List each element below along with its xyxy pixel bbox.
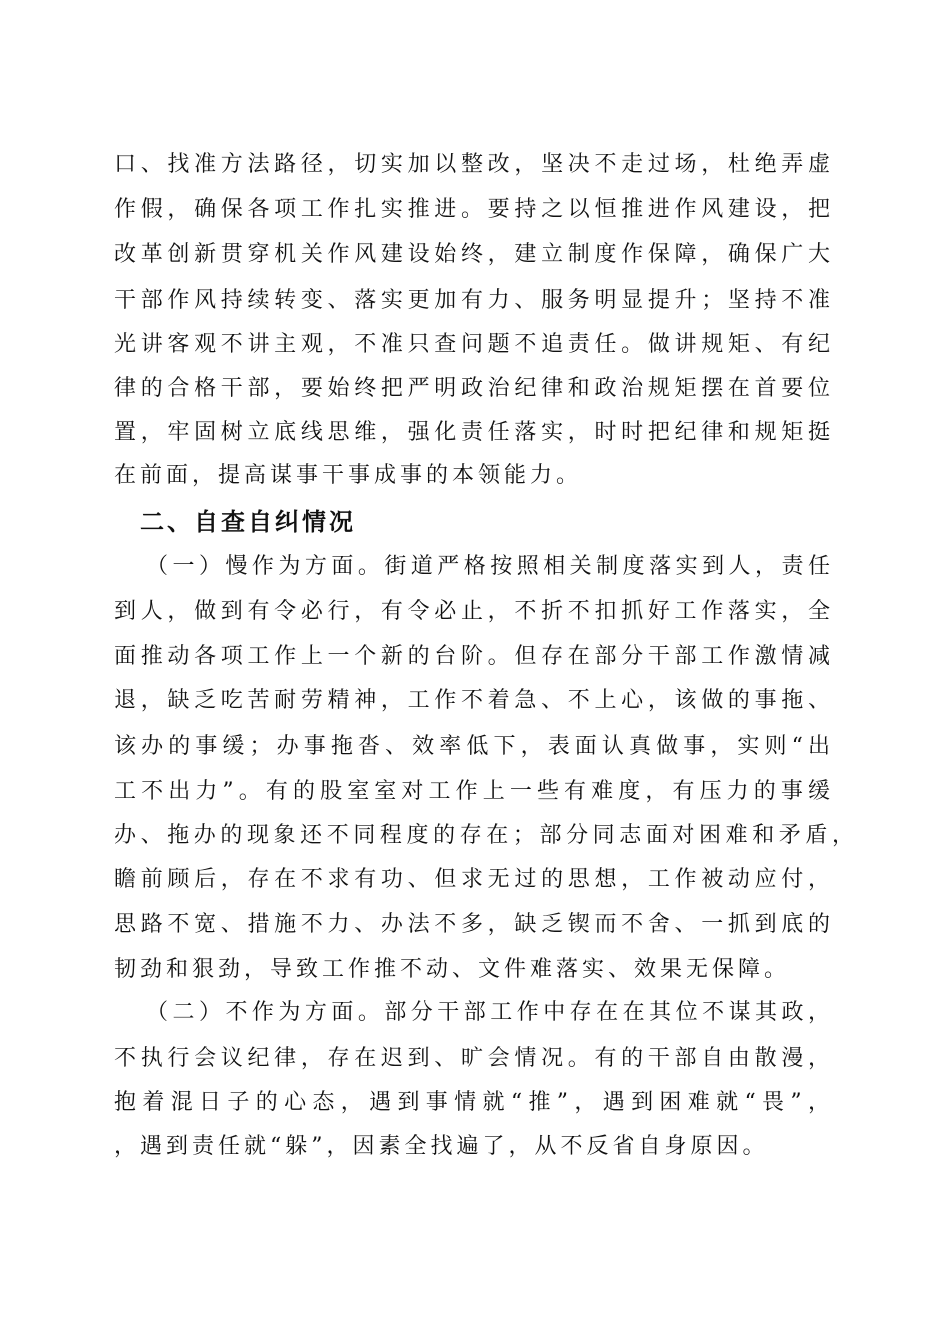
text-line: 抱着混日子的心态，遇到事情就“推”，遇到困难就“畏”，	[114, 1090, 830, 1115]
text-line: （一）慢作为方面。街道严格按照相关制度落实到人，责任	[146, 554, 830, 579]
text-line: 律的合格干部，要始终把严明政治纪律和政治规矩摆在首要位	[114, 376, 830, 401]
text-line: 在前面，提高谋事干事成事的本领能力。	[114, 463, 583, 488]
text-line: （二）不作为方面。部分干部工作中存在在其位不谋其政，	[146, 1000, 830, 1025]
text-line: 该办的事缓；办事拖沓、效率低下，表面认真做事，实则“出	[114, 734, 830, 759]
text-line: 退，缺乏吃苦耐劳精神，工作不着急、不上心，该做的事拖、	[114, 688, 830, 713]
text-line: 思路不宽、措施不力、办法不多，缺乏锲而不舍、一抓到底的	[114, 912, 830, 937]
text-line: 光讲客观不讲主观，不准只查问题不追责任。做讲规矩、有纪	[114, 332, 830, 357]
text-line: 韧劲和狠劲，导致工作推不动、文件难落实、效果无保障。	[114, 957, 791, 982]
text-line: 瞻前顾后，存在不求有功、但求无过的思想，工作被动应付，	[114, 867, 830, 892]
text-line: 口、找准方法路径，切实加以整改，坚决不走过场，杜绝弄虚	[114, 152, 830, 177]
text-line: 置，牢固树立底线思维，强化责任落实，时时把纪律和规矩挺	[114, 420, 830, 445]
text-line: 到人，做到有令必行，有令必止，不折不扣抓好工作落实，全	[114, 599, 830, 624]
text-line: 工不出力”。有的股室室对工作上一些有难度，有压力的事缓	[114, 779, 830, 804]
text-line: ，遇到责任就“躲”，因素全找遍了，从不反省自身原因。	[114, 1134, 769, 1159]
text-line: 作假，确保各项工作扎实推进。要持之以恒推进作风建设，把	[114, 197, 830, 222]
text-line: 改革创新贯穿机关作风建设始终，建立制度作保障，确保广大	[114, 242, 830, 267]
text-line: 不执行会议纪律，存在迟到、旷会情况。有的干部自由散漫，	[114, 1046, 830, 1071]
text-line: 干部作风持续转变、落实更加有力、服务明显提升；坚持不准	[114, 288, 830, 313]
text-line: 面推动各项工作上一个新的台阶。但存在部分干部工作激情减	[114, 644, 830, 669]
text-line: 办、拖办的现象还不同程度的存在；部分同志面对困难和矛盾，	[114, 823, 854, 848]
section-heading: 二、自查自纠情况	[140, 508, 356, 536]
